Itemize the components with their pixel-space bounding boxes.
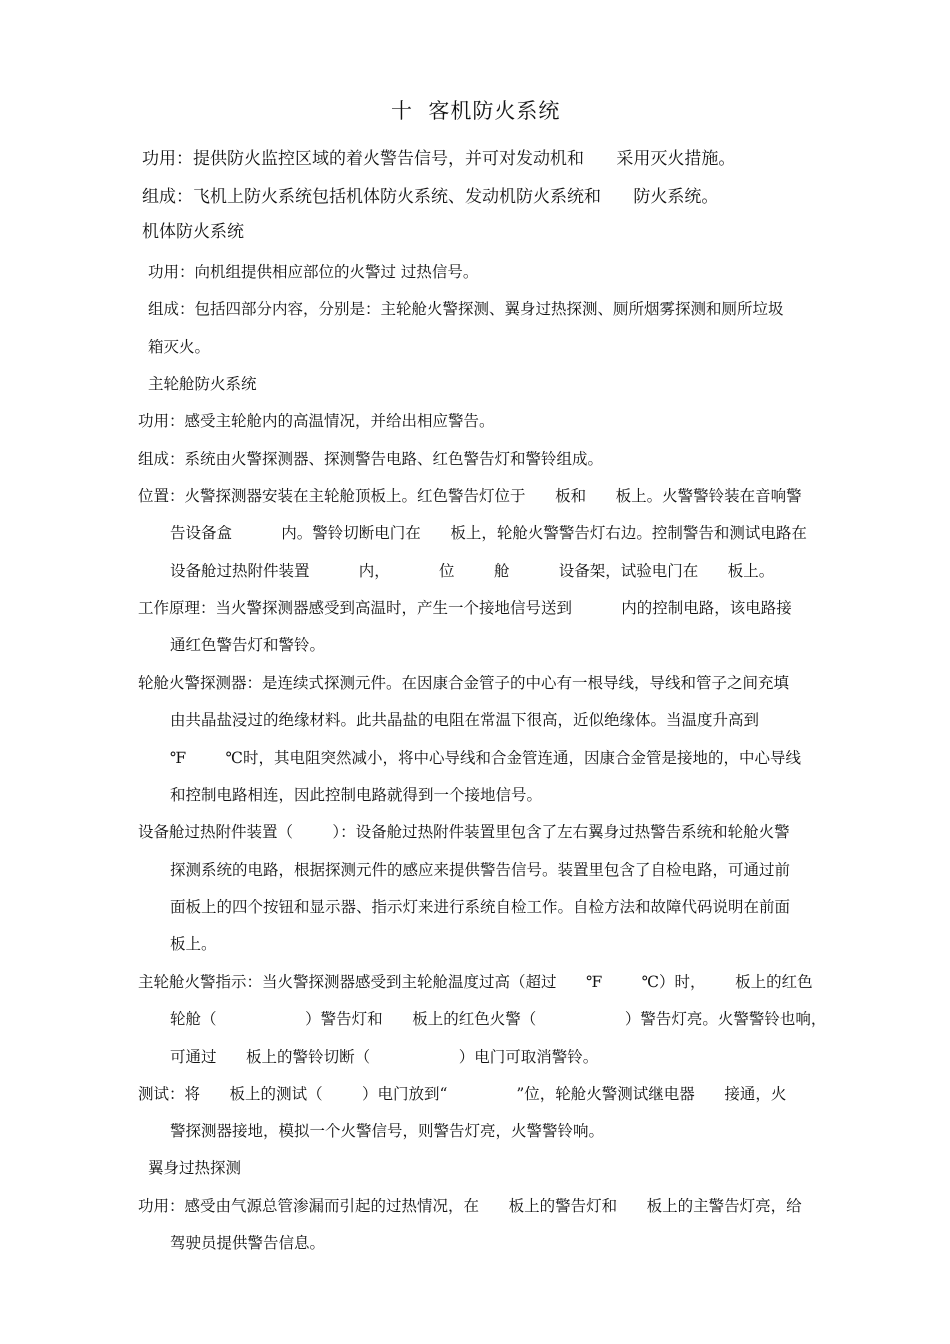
airframe-composition-line-1: 组成：包括四部分内容，分别是：主轮舱火警探测、翼身过热探测、厕所烟雾探测和厕所垃圾 [148,300,784,318]
wingbody-function-line-2: 驾驶员提供警告信息。 [170,1234,326,1252]
test-line-2: 警探测器接地，模拟一个火警信号，则警告灯亮，火警警铃响。 [170,1122,605,1140]
detector-line-2: 由共晶盐浸过的绝缘材料。此共晶盐的电阻在常温下很高，近似绝缘体。当温度升高到 [170,711,760,729]
detector-line-3: ℉ ℃时，其电阻突然减小，将中心导线和合金管连通，因康合金管是接地的，中心导线 [170,749,801,767]
wheelwell-function-line: 功用：感受主轮舱内的高温情况，并给出相应警告。 [138,412,495,430]
overheat-unit-line-3: 面板上的四个按钮和显示器、指示灯来进行系统自检工作。自检方法和故障代码说明在前面 [170,898,791,916]
wheelwell-location-line-3: 设备舱过热附件装置 内， 位 舱 设备架，试验电门在 板上。 [170,562,775,580]
indication-line-2: 轮舱（ ）警告灯和 板上的红色火警（ ）警告灯亮。火警警铃也响， [170,1010,827,1028]
detector-line-1: 轮舱火警探测器：是连续式探测元件。在因康合金管子的中心有一根导线，导线和管子之间充填 [138,674,790,692]
wheelwell-location-line-2: 告设备盒 内。警铃切断电门在 板上，轮舱火警警告灯右边。控制警告和测试电路在 [170,524,807,542]
wheelwell-location-line-1: 位置：火警探测器安装在主轮舱顶板上。红色警告灯位于 板和 板上。火警警铃装在音响警 [138,487,802,505]
section-heading-airframe: 机体防火系统 [142,222,244,242]
section-heading-wingbody: 翼身过热探测 [148,1159,242,1177]
page-title: 十 客机防火系统 [391,99,561,123]
wheelwell-principle-line-1: 工作原理：当火警探测器感受到高温时，产生一个接地信号送到 内的控制电路，该电路接 [138,599,792,617]
test-line-1: 测试：将 板上的测试（ ）电门放到“ ”位，轮舱火警测试继电器 接通，火 [138,1085,787,1103]
indication-line-1: 主轮舱火警指示：当火警探测器感受到主轮舱温度过高（超过 ℉ ℃）时， 板上的红色 [138,973,813,991]
airframe-function-line: 功用：向机组提供相应部位的火警过 过热信号。 [148,263,479,281]
overheat-unit-line-2: 探测系统的电路，根据探测元件的感应来提供警告信号。装置里包含了自检电路，可通过前 [170,861,791,879]
intro-function-line: 功用：提供防火监控区域的着火警告信号，并可对发动机和 采用灭火措施。 [142,149,736,169]
wingbody-function-line-1: 功用：感受由气源总管渗漏而引起的过热情况，在 板上的警告灯和 板上的主警告灯亮，给 [138,1197,802,1215]
wheelwell-composition-line: 组成：系统由火警探测器、探测警告电路、红色警告灯和警铃组成。 [138,450,604,468]
section-heading-wheelwell: 主轮舱防火系统 [148,375,257,393]
overheat-unit-line-4: 板上。 [170,935,217,953]
airframe-composition-line-2: 箱灭火。 [148,338,211,356]
intro-composition-line: 组成：飞机上防火系统包括机体防火系统、发动机防火系统和 防火系统。 [142,187,719,207]
indication-line-3: 可通过 板上的警铃切断（ ）电门可取消警铃。 [170,1048,599,1066]
wheelwell-principle-line-2: 通红色警告灯和警铃。 [170,636,326,654]
detector-line-4: 和控制电路相连，因此控制电路就得到一个接地信号。 [170,786,543,804]
overheat-unit-line-1: 设备舱过热附件装置（ ）：设备舱过热附件装置里包含了左右翼身过热警告系统和轮舱火警 [138,823,790,841]
